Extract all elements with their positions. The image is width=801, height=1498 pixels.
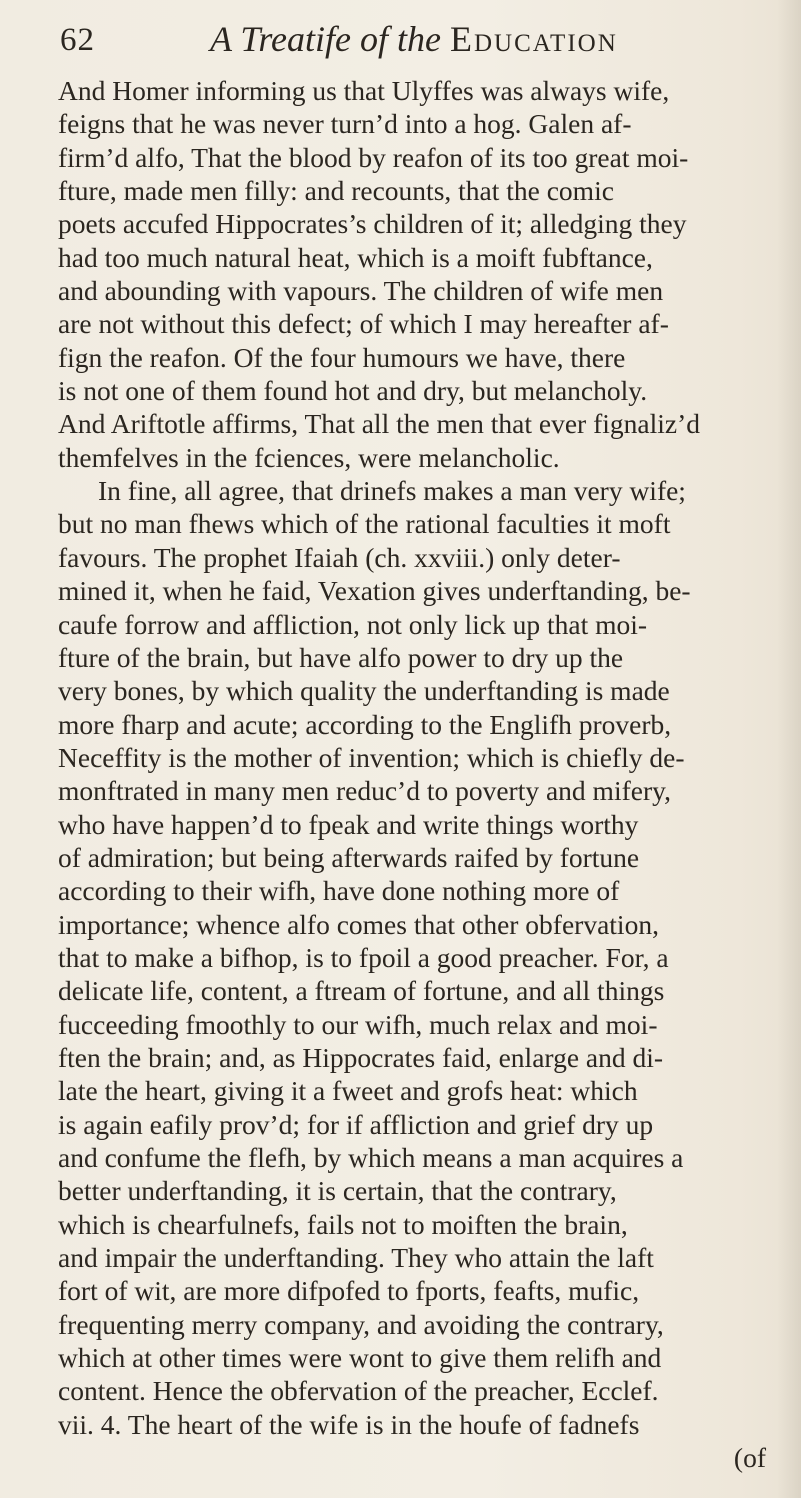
text-line: mined it, when he faid, Vexation gives underftanding, be-	[58, 575, 691, 607]
text-line: fucceeding fmoothly to our wifh, much relax and moi-	[58, 1008, 658, 1040]
page-header	[60, 18, 780, 62]
text-line: caufe forrow and affliction, not only lick up that moi-	[58, 608, 648, 640]
text-line: very bones, by which quality the underftanding is made	[58, 675, 670, 707]
text-line: favours. The prophet Ifaiah (ch. xxviii.) only deter-	[58, 541, 621, 573]
text-line: who have happen’d to fpeak and write things worthy	[58, 808, 639, 840]
text-line: fort of wit, are more difpofed to fports, feafts, mufic,	[58, 1275, 640, 1307]
text-line: importance; whence alfo comes that other obfervation,	[58, 908, 659, 940]
text-line: better underftanding, it is certain, that the contrary,	[58, 1175, 617, 1207]
text-line: firm’d alfo, That the blood by reafon of its too great moi-	[58, 141, 689, 173]
text-line: and abounding with vapours. The children of wife men	[58, 275, 664, 307]
running-title	[210, 18, 618, 60]
text-line: more fharp and acute; according to the Englifh proverb,	[58, 708, 672, 740]
text-line: poets accufed Hippocrates’s children of it; alledging they	[58, 208, 687, 240]
page-number: 62	[60, 22, 95, 58]
text-line: according to their wifh, have done nothing more of	[58, 875, 620, 907]
text-line: are not without this defect; of which I may hereafter af-	[58, 308, 669, 340]
running-title-italic: A Treatife of the	[210, 19, 441, 59]
text-line: Neceffity is the mother of invention; which is chiefly de-	[58, 741, 685, 773]
text-line: themfelves in the fciences, were melancholic.	[58, 441, 560, 473]
text-line: and confume the flefh, by which means a man acquires a	[58, 1142, 684, 1173]
text-line: is not one of them found hot and dry, but melancholy.	[58, 375, 648, 407]
text-line: late the heart, giving it a fweet and grofs heat: which	[58, 1075, 638, 1107]
page-edge-shadow	[777, 0, 801, 1498]
text-line: feigns that he was never turn’d into a hog. Galen af-	[58, 108, 632, 140]
text-line: but no man fhews which of the rational faculties it moft	[58, 508, 671, 540]
text-line: that to make a bifhop, is to fpoil a good preacher. For, a	[58, 941, 669, 973]
text-line: had too much natural heat, which is a moift fubftance,	[58, 241, 653, 273]
paragraph-start-line: In fine, all agree, that drinefs makes a man very wife;	[98, 475, 686, 507]
text-line: fture, made men filly: and recounts, that the comic	[58, 175, 614, 207]
text-line: fture of the brain, but have alfo power to dry up the	[58, 641, 624, 673]
text-line: vii. 4. The heart of the wife is in the houfe of fadnefs	[58, 1408, 640, 1440]
text-line: And Homer informing us that Ulyffes was always wife,	[58, 75, 670, 106]
text-line: is again eafily prov’d; for if affliction and grief dry up	[58, 1108, 654, 1140]
text-line: of admiration; but being afterwards raifed by fortune	[58, 841, 640, 873]
text-line: ften the brain; and, as Hippocrates faid, enlarge and di-	[58, 1041, 664, 1073]
text-line: delicate life, content, a ftream of fortune, and all things	[58, 975, 665, 1007]
running-title-caps: Education	[450, 19, 618, 59]
catchword: (of	[733, 1442, 766, 1474]
text-line: content. Hence the obfervation of the preacher, Ecclef.	[58, 1375, 659, 1407]
text-line: fign the reafon. Of the four humours we have, there	[58, 341, 626, 373]
text-line: frequenting merry company, and avoiding the contrary,	[58, 1308, 664, 1340]
text-line: which at other times were wont to give them relifh and	[58, 1342, 662, 1374]
text-line: And Ariftotle affirms, That all the men that ever fignaliz’d	[58, 408, 700, 440]
text-line: and impair the underftanding. They who attain the laft	[58, 1242, 654, 1274]
body-text	[58, 74, 778, 1474]
text-line: which is chearfulnefs, fails not to moiften the brain,	[58, 1208, 628, 1240]
text-line: monftrated in many men reduc’d to poverty and mifery,	[58, 775, 671, 807]
